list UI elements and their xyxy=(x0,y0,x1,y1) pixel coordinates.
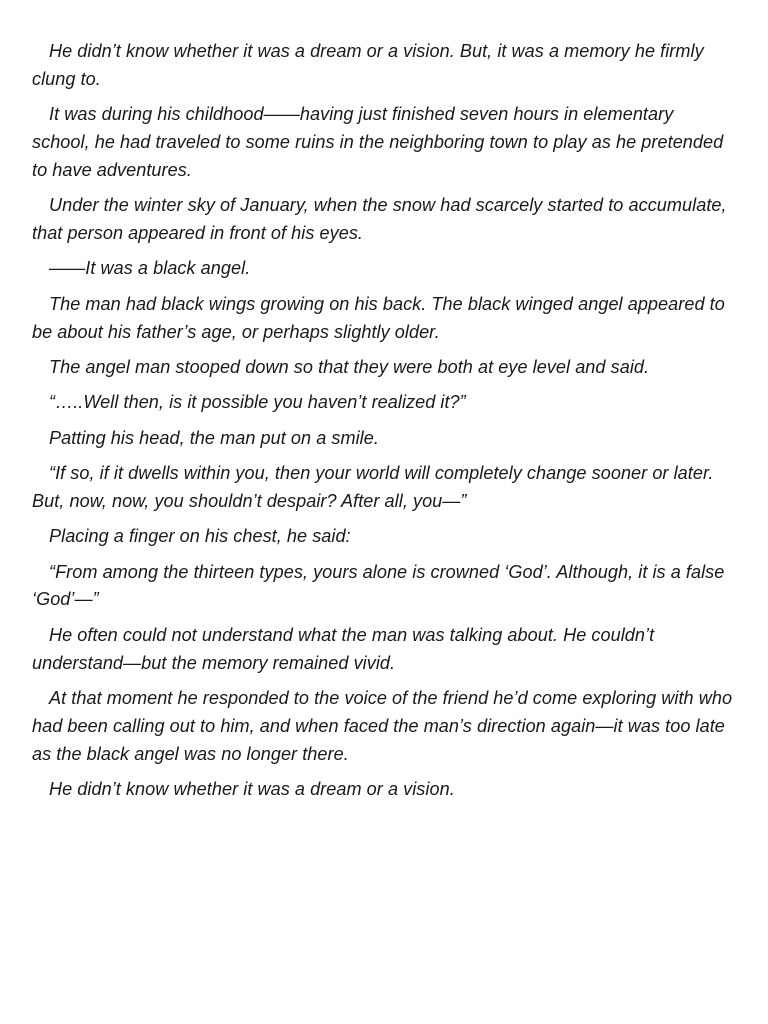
paragraph: The man had black wings growing on his back. The black winged angel appeared to be about his father’s age, or perhaps slightly older. xyxy=(32,293,725,342)
paragraph: At that moment he responded to the voice of the friend he’d come exploring with who had been calling out to him, and when faced the man’s direction again—it was too late as the black angel was no longer there. xyxy=(32,688,733,764)
paragraph: It was during his childhood——having just finished seven hours in elementary school, he had traveled to some ruins in the neighboring town to play as he pretended to have adventures. xyxy=(32,104,724,180)
document-page xyxy=(32,38,736,811)
paragraph: The angel man stooped down so that they were both at eye level and said. xyxy=(49,356,650,377)
paragraph: ——It was a black angel. xyxy=(49,258,251,279)
paragraph: Patting his head, the man put on a smile. xyxy=(49,427,379,448)
paragraph: “If so, if it dwells within you, then your world will completely change sooner or later. But, now, now, you shouldn’t despair? After all, you—” xyxy=(32,463,714,511)
paragraph: “From among the thirteen types, yours alone is crowned ‘God’. Although, it is a false ‘God’—” xyxy=(32,561,725,610)
paragraph: He didn’t know whether it was a dream or a vision. But, it was a memory he firmly clung to. xyxy=(32,41,704,89)
paragraph: He often could not understand what the man was talking about. He couldn’t understand—but the memory remained vivid. xyxy=(32,624,655,673)
paragraph: Placing a finger on his chest, he said: xyxy=(49,526,351,547)
paragraph: Under the winter sky of January, when the snow had scarcely started to accumulate, that person appeared in front of his eyes. xyxy=(32,195,727,243)
paragraph: He didn’t know whether it was a dream or a vision. xyxy=(49,779,455,800)
paragraph: “…..Well then, is it possible you haven’t realized it?” xyxy=(49,392,466,413)
